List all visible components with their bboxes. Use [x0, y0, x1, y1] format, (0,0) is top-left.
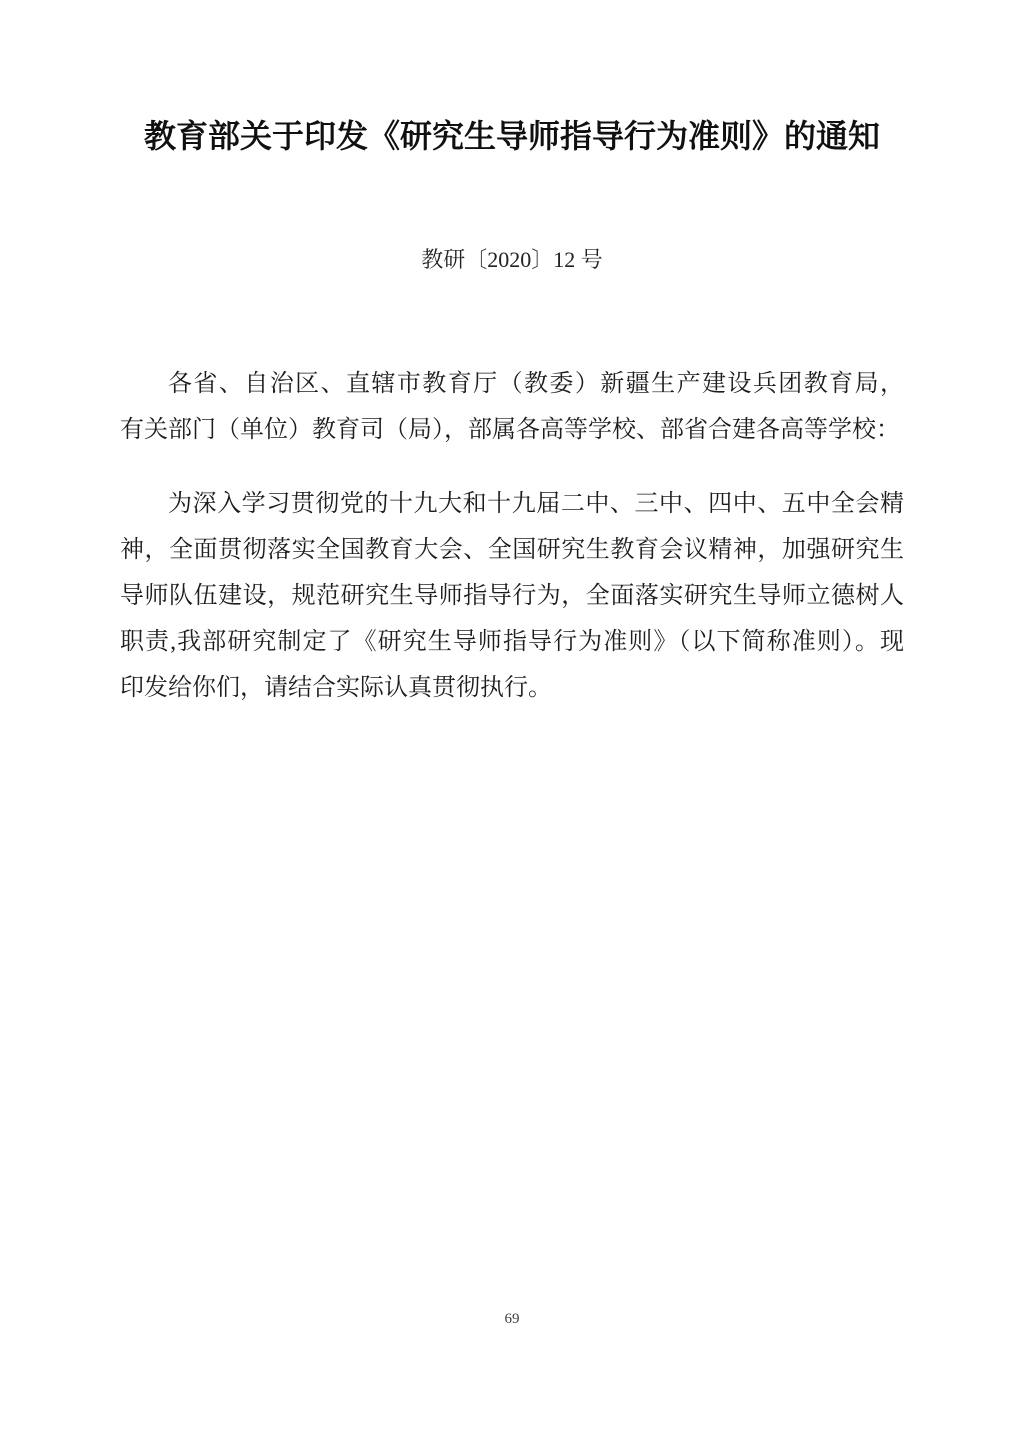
body-line: 印发给你们，请结合实际认真贯彻执行。	[120, 675, 552, 701]
body-line: 为深入学习贯彻党的十九大和十九届二中、三中、四中、五中全会精	[168, 491, 904, 517]
body-line: 导师队伍建设，规范研究生导师指导行为，全面落实研究生导师立德树人	[120, 583, 904, 609]
notice-title: 教育部关于印发《研究生导师指导行为准则》的通知	[143, 118, 880, 154]
body-line: 神，全面贯彻落实全国教育大会、全国研究生教育会议精神，加强研究生	[120, 537, 904, 563]
addressee-line: 有关部门（单位）教育司（局），部属各高等学校、部省合建各高等学校：	[120, 417, 900, 443]
body-line: 职责,我部研究制定了《研究生导师指导行为准则》（以下简称准则）。现	[120, 629, 904, 655]
page-number: 69	[504, 1311, 520, 1327]
document-content	[0, 112, 1024, 711]
addressee-paragraph	[120, 361, 904, 453]
addressee-line: 各省、自治区、直辖市教育厅（教委）新疆生产建设兵团教育局，	[168, 371, 904, 397]
body-paragraph	[120, 481, 904, 711]
doc-number: 教研〔2020〕12 号	[421, 247, 603, 272]
